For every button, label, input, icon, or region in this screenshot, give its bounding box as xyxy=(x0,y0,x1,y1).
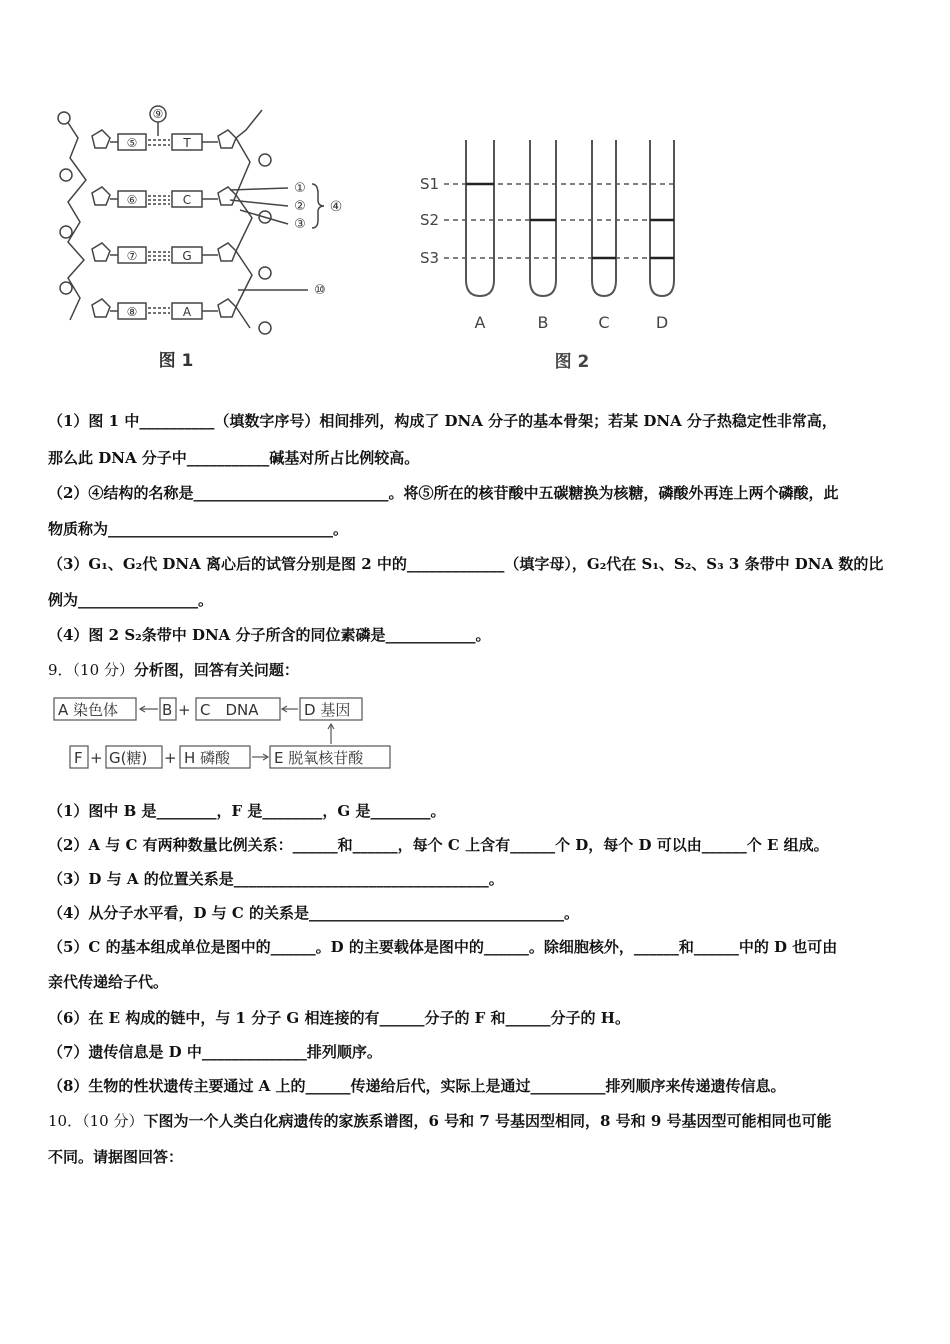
q9-concept-diagram xyxy=(50,692,400,774)
tube-label-a: A xyxy=(474,313,486,332)
label-b: B xyxy=(162,701,173,719)
q9-part5-line1: （5）C 的基本组成单位是图中的______。D 的主要载体是图中的______。除细胞核外，______和______中的 D 也可由 xyxy=(48,938,838,956)
left-label-8: ⑧ xyxy=(126,305,138,319)
plus-2: + xyxy=(90,749,103,767)
tube-a xyxy=(466,140,494,296)
q9-part7: （7）遗传信息是 D 中______________排列顺序。 xyxy=(48,1043,382,1061)
plus-1: + xyxy=(178,701,191,719)
label-g: G(糖) xyxy=(109,749,148,767)
q9-part8: （8）生物的性状遗传主要通过 A 上的______传递给后代，实际上是通过__________排列顺序来传递遗传信息。 xyxy=(48,1077,786,1095)
q8-part3-line2: 例为________________。 xyxy=(48,591,214,609)
left-label-7: ⑦ xyxy=(126,249,138,263)
figure-2-caption: 图 2 xyxy=(554,352,590,372)
tube-label-d: D xyxy=(655,313,669,332)
tube-label-c: C xyxy=(598,313,610,332)
marker-4: ④ xyxy=(329,199,343,215)
marker-10: ⑩ xyxy=(314,283,326,298)
label-c: C DNA xyxy=(200,701,259,719)
q9-part1: （1）图中 B 是________，F 是________，G 是________。 xyxy=(48,802,446,820)
left-label-6: ⑥ xyxy=(126,193,138,207)
band-label-s2: S2 xyxy=(420,211,440,229)
centrifuge-tubes-diagram xyxy=(410,130,700,380)
label-d: D 基因 xyxy=(304,701,351,719)
q10-score: （10 分） xyxy=(82,1112,144,1130)
figure-1 xyxy=(50,100,350,380)
dna-structure-diagram xyxy=(50,100,350,380)
q8-part1-line1: （1）图 1 中__________（填数字序号）相间排列，构成了 DNA 分子的基本骨架；若某 DNA 分子热稳定性非常高， xyxy=(48,412,837,430)
marker-9: ⑨ xyxy=(152,107,164,121)
q9-part4: （4）从分子水平看，D 与 C 的关系是__________________________________。 xyxy=(48,904,580,922)
band-label-s1: S1 xyxy=(420,175,440,193)
tube-c xyxy=(592,140,616,296)
marker-3: ③ xyxy=(294,217,306,232)
tube-label-b: B xyxy=(537,313,549,332)
q9-stem: 分析图，回答有关问题： xyxy=(133,661,299,679)
figure-2 xyxy=(410,130,700,380)
label-e: E 脱氧核苷酸 xyxy=(274,749,364,767)
q10-number: 10． xyxy=(48,1112,83,1130)
q9-part6: （6）在 E 构成的链中，与 1 分子 G 相连接的有______分子的 F 和______分子的 H。 xyxy=(48,1009,630,1027)
label-a: A 染色体 xyxy=(58,701,119,719)
base-g: G xyxy=(182,249,192,263)
plus-3: + xyxy=(164,749,177,767)
q9-part5-line2: 亲代传递给子代。 xyxy=(48,973,169,991)
q9-part2: （2）A 与 C 有两种数量比例关系：______和______，每个 C 上含有______个 D，每个 D 可以由______个 E 组成。 xyxy=(48,836,829,854)
q8-part4: （4）图 2 S₂条带中 DNA 分子所含的同位素磷是____________。 xyxy=(48,626,491,644)
base-c: C xyxy=(182,193,192,207)
q9-part3: （3）D 与 A 的位置关系是__________________________________。 xyxy=(48,870,504,888)
q10-stem-line1: 下图为一个人类白化病遗传的家族系谱图，6 号和 7 号基因型相同，8 号和 9 号基因型可能相同也可能 xyxy=(143,1112,832,1130)
q9-number: 9． xyxy=(48,661,73,679)
band-label-s3: S3 xyxy=(420,249,440,267)
q10-stem-line2: 不同。请据图回答： xyxy=(48,1148,184,1166)
q8-part3-line1: （3）G₁、G₂代 DNA 离心后的试管分别是图 2 中的_____________（填字母），G₂代在 S₁、S₂、S₃ 3 条带中 DNA 数的比 xyxy=(48,555,884,573)
q8-part1-line2: 那么此 DNA 分子中___________碱基对所占比例较高。 xyxy=(48,449,420,467)
base-a: A xyxy=(182,305,192,319)
q9-header xyxy=(48,660,910,680)
q8-part2-line1: （2）④结构的名称是__________________________。将⑤所在的核苷酸中五碳糖换为核糖，磷酸外再连上两个磷酸，此 xyxy=(48,484,839,502)
label-f: F xyxy=(74,749,83,767)
figure-1-caption: 图 1 xyxy=(158,351,194,371)
tube-b xyxy=(530,140,556,296)
q8-part2-line2: 物质称为______________________________。 xyxy=(48,520,349,538)
left-label-5: ⑤ xyxy=(126,136,138,150)
tube-d xyxy=(650,140,674,296)
q9-score: （10 分） xyxy=(72,661,134,679)
label-h: H 磷酸 xyxy=(184,749,231,767)
marker-1: ① xyxy=(294,181,306,196)
marker-2: ② xyxy=(294,199,306,214)
base-t: T xyxy=(183,136,191,150)
q10-header xyxy=(48,1111,910,1131)
